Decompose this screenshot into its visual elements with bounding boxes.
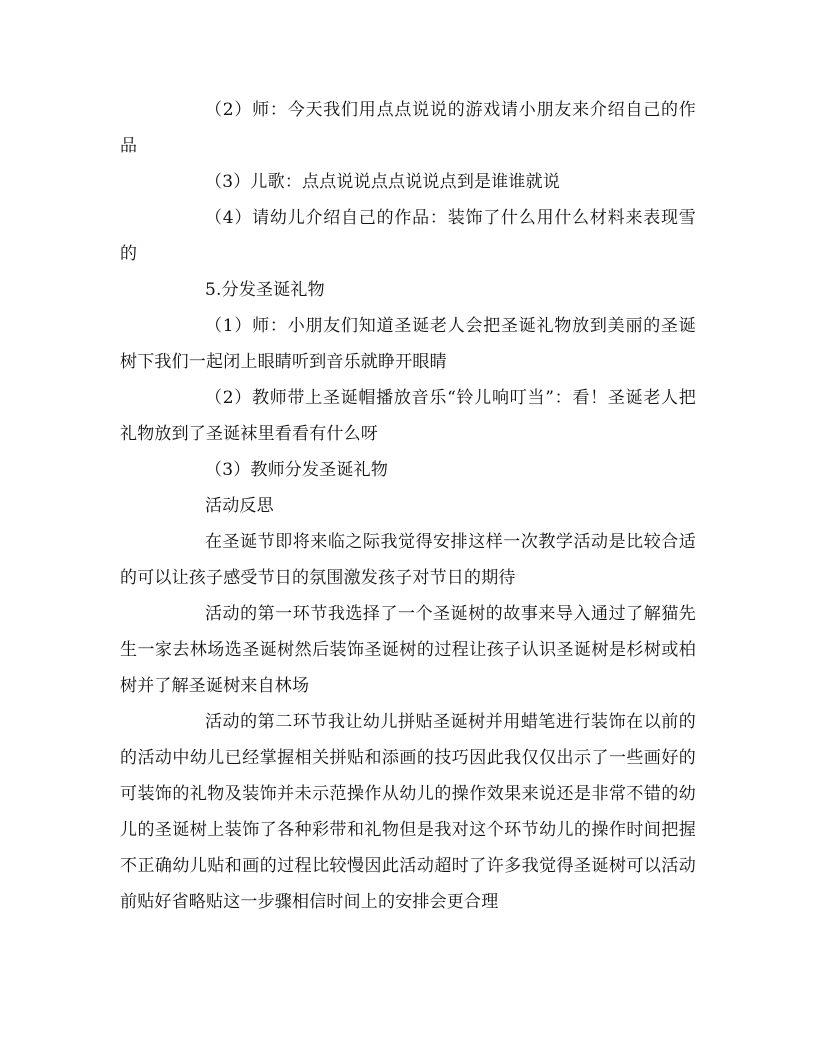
paragraph-reflection-second-part: 活动的第二环节我让幼儿拼贴圣诞树并用蜡笔进行装饰在以前的的活动中幼儿已经掌握相关拼贴和添画的技巧因此我仅仅出示了一些画好的可装饰的礼物及装饰并未示范操作从幼儿的操作效果来说还是非常不错的幼儿的圣诞树上装饰了各种彩带和礼物但是我对这个环节幼儿的操作时间把握不正确幼儿贴和画的过程比较慢因此活动超时了许多我觉得圣诞树可以活动前贴好省略贴这一步骤相信时间上的安排会更合理	[120, 712, 696, 912]
document-body	[120, 92, 696, 920]
paragraph-child-presentation: （4）请幼儿介绍自己的作品：装饰了什么用什么材料来表现雪的	[120, 208, 696, 264]
paragraph-gifts-step-3: （3）教师分发圣诞礼物	[205, 460, 389, 480]
section-heading-reflection: 活动反思	[205, 496, 274, 516]
paragraph-nursery-rhyme: （3）儿歌：点点说说点点说说点到是谁谁就说	[205, 172, 561, 192]
paragraph-show-and-tell-intro: （2）师：今天我们用点点说说的游戏请小朋友来介绍自己的作品	[120, 100, 696, 156]
section-heading-gifts: 5.分发圣诞礼物	[205, 280, 325, 300]
paragraph-gifts-step-2: （2）教师带上圣诞帽播放音乐“铃儿响叮当”：看！圣诞老人把礼物放到了圣诞袜里看看有什么呀	[120, 388, 696, 444]
paragraph-reflection-first-part: 活动的第一环节我选择了一个圣诞树的故事来导入通过了解猫先生一家去林场选圣诞树然后装饰圣诞树的过程让孩子认识圣诞树是杉树或柏树并了解圣诞树来自林场	[120, 604, 696, 696]
paragraph-gifts-step-1: （1）师：小朋友们知道圣诞老人会把圣诞礼物放到美丽的圣诞树下我们一起闭上眼睛听到音乐就睁开眼睛	[120, 316, 696, 372]
paragraph-reflection-intro: 在圣诞节即将来临之际我觉得安排这样一次教学活动是比较合适的可以让孩子感受节日的氛围激发孩子对节日的期待	[120, 532, 696, 588]
